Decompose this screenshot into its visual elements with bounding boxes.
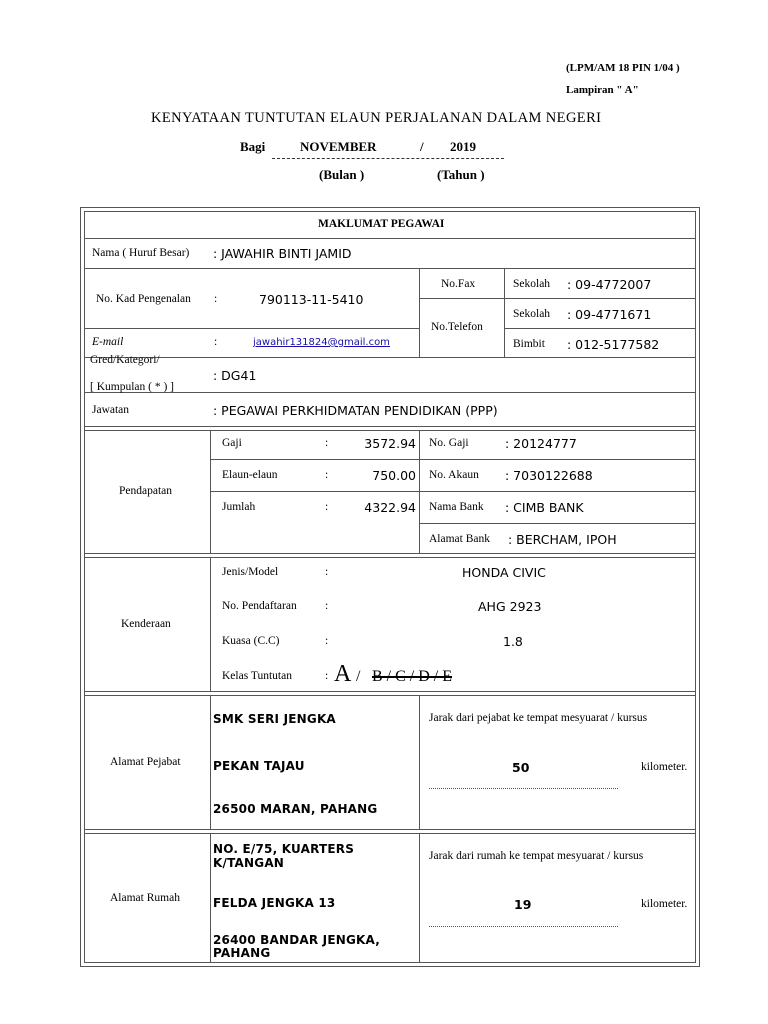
- total-field[interactable]: 4322.94: [364, 500, 416, 515]
- ic-colon: :: [214, 293, 218, 305]
- email-link[interactable]: jawahir131824@gmail.com: [253, 337, 390, 348]
- position-label: Jawatan: [92, 404, 130, 416]
- model-colon: :: [325, 566, 329, 578]
- home-distance-field[interactable]: 19: [514, 897, 532, 912]
- mobile-label: Bimbit: [513, 338, 545, 350]
- claim-class-selected[interactable]: A: [334, 661, 352, 687]
- grade-label-line2: [ Kumpulan ( * ) ]: [90, 381, 174, 393]
- position-field[interactable]: : PEGAWAI PERKHIDMATAN PENDIDIKAN (PPP): [213, 403, 498, 418]
- employee-section-title: MAKLUMAT PEGAWAI: [318, 218, 445, 230]
- office-address-line2[interactable]: PEKAN TAJAU: [213, 759, 305, 773]
- ic-label: No. Kad Pengenalan: [96, 293, 191, 305]
- total-label: Jumlah: [222, 501, 256, 513]
- fax-school-label: Sekolah: [513, 278, 551, 290]
- office-distance-underline: [429, 788, 618, 789]
- engine-cc-field[interactable]: 1.8: [503, 634, 523, 649]
- salary-no-label: No. Gaji: [429, 437, 469, 449]
- home-distance-label: Jarak dari rumah ke tempat mesyuarat / kursus: [429, 850, 644, 862]
- income-section-label: Pendapatan: [119, 485, 173, 497]
- home-distance-unit: kilometer.: [641, 898, 688, 910]
- model-field[interactable]: HONDA CIVIC: [462, 565, 546, 580]
- year-caption: (Tahun ): [437, 167, 485, 182]
- registration-label: No. Pendaftaran: [222, 600, 297, 612]
- period-separator: /: [420, 139, 424, 154]
- bank-address-label: Alamat Bank: [429, 533, 490, 545]
- home-address-line2[interactable]: FELDA JENGKA 13: [213, 896, 336, 910]
- vehicle-section-label: Kenderaan: [121, 618, 171, 630]
- form-reference: (LPM/AM 18 PIN 1/04 ): [566, 62, 680, 74]
- attachment-label: Lampiran " A": [566, 84, 639, 96]
- engine-cc-label: Kuasa (C.C): [222, 635, 280, 647]
- month-value: NOVEMBER: [300, 139, 377, 154]
- email-label: E-mail: [92, 336, 124, 348]
- grade-field[interactable]: : DG41: [213, 368, 257, 383]
- home-address-line3b[interactable]: PAHANG: [213, 946, 271, 960]
- period-underline: [272, 158, 504, 159]
- claim-class-colon: :: [325, 670, 329, 682]
- account-label: No. Akaun: [429, 469, 479, 481]
- bank-name-label: Nama Bank: [429, 501, 484, 513]
- salary-label: Gaji: [222, 437, 242, 449]
- for-label: Bagi: [240, 139, 266, 154]
- salary-colon: :: [325, 437, 329, 449]
- phone-school-field[interactable]: : 09-4771671: [567, 307, 652, 322]
- form-title: KENYATAAN TUNTUTAN ELAUN PERJALANAN DALAM NEGERI: [151, 110, 602, 126]
- model-label: Jenis/Model: [222, 566, 279, 578]
- year-value: 2019: [450, 139, 476, 154]
- home-address-line1b[interactable]: K/TANGAN: [213, 856, 285, 870]
- claim-class-separator: /: [352, 668, 365, 685]
- month-caption: (Bulan ): [319, 167, 365, 182]
- allowance-colon: :: [325, 469, 329, 481]
- claim-class-struck-options: B / C / D / E: [372, 668, 453, 685]
- bank-address-field[interactable]: : BERCHAM, IPOH: [508, 532, 617, 547]
- fax-label: No.Fax: [441, 278, 476, 290]
- allowance-field[interactable]: 750.00: [372, 468, 416, 483]
- salary-no-field[interactable]: : 20124777: [505, 436, 577, 451]
- office-distance-unit: kilometer.: [641, 761, 688, 773]
- name-label: Nama ( Huruf Besar): [92, 247, 190, 259]
- name-field[interactable]: : JAWAHIR BINTI JAMID: [213, 246, 352, 261]
- email-colon: :: [214, 336, 218, 348]
- total-colon: :: [325, 501, 329, 513]
- home-address-line3a[interactable]: 26400 BANDAR JENGKA,: [213, 933, 380, 947]
- salary-field[interactable]: 3572.94: [364, 436, 416, 451]
- grade-label-line1: Gred/Kategori/: [90, 354, 160, 366]
- ic-field[interactable]: 790113-11-5410: [259, 292, 364, 307]
- phone-label: No.Telefon: [431, 321, 483, 333]
- office-address-line3[interactable]: 26500 MARAN, PAHANG: [213, 802, 378, 816]
- claim-class-label: Kelas Tuntutan: [222, 670, 292, 682]
- phone-school-label: Sekolah: [513, 308, 551, 320]
- home-section-label: Alamat Rumah: [110, 892, 180, 904]
- mobile-field[interactable]: : 012-5177582: [567, 337, 660, 352]
- fax-school-field[interactable]: : 09-4772007: [567, 277, 652, 292]
- registration-field[interactable]: AHG 2923: [478, 599, 542, 614]
- office-distance-field[interactable]: 50: [512, 760, 530, 775]
- home-address-line1a[interactable]: NO. E/75, KUARTERS: [213, 842, 355, 856]
- office-section-label: Alamat Pejabat: [110, 756, 181, 768]
- allowance-label: Elaun-elaun: [222, 469, 278, 481]
- bank-name-field[interactable]: : CIMB BANK: [505, 500, 584, 515]
- office-distance-label: Jarak dari pejabat ke tempat mesyuarat / kursus: [429, 712, 648, 724]
- account-field[interactable]: : 7030122688: [505, 468, 593, 483]
- engine-cc-colon: :: [325, 635, 329, 647]
- registration-colon: :: [325, 600, 329, 612]
- home-distance-underline: [429, 926, 618, 927]
- office-address-line1[interactable]: SMK SERI JENGKA: [213, 712, 336, 726]
